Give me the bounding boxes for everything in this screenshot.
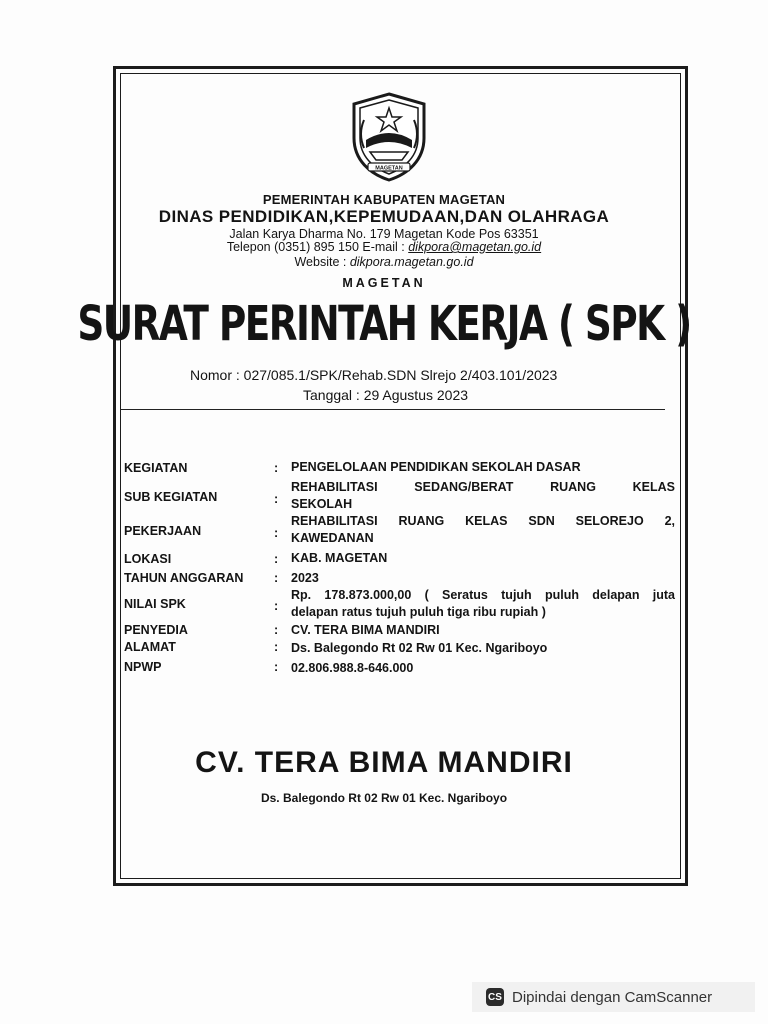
agency-contact <box>0 240 768 254</box>
document-date: Tanggal : 29 Agustus 2023 <box>303 387 469 403</box>
detail-colon: : <box>274 623 279 637</box>
detail-colon: : <box>274 461 279 475</box>
detail-label: PEKERJAAN <box>124 524 202 538</box>
detail-label: LOKASI <box>124 552 172 566</box>
detail-value: 2023 <box>291 571 319 585</box>
government-name: PEMERINTAH KABUPATEN MAGETAN <box>262 192 506 207</box>
detail-label: KEGIATAN <box>124 461 188 475</box>
document-number: Nomor : 027/085.1/SPK/Rehab.SDN Slrejo 2/403.101/2023 <box>190 367 558 383</box>
detail-value: PENGELOLAAN PENDIDIKAN SEKOLAH DASAR <box>291 460 581 474</box>
detail-value-line: delapan ratus tujuh puluh tiga ribu rupiah ) <box>291 605 546 619</box>
header-divider <box>120 409 665 410</box>
city-name: MAGETAN <box>342 276 426 290</box>
detail-value-line: Rp. 178.873.000,00 ( Seratus tujuh puluh delapan juta <box>291 588 675 602</box>
detail-colon: : <box>274 571 279 585</box>
agency-address: Jalan Karya Dharma No. 179 Magetan Kode Pos 63351 <box>229 227 539 241</box>
detail-value-line: REHABILITASI RUANG KELAS SDN SELOREJO 2, <box>291 514 675 528</box>
detail-colon: : <box>274 640 279 654</box>
detail-colon: : <box>274 552 279 566</box>
detail-label: PENYEDIA <box>124 623 188 637</box>
detail-colon: : <box>274 599 279 613</box>
website-link[interactable]: dikpora.magetan.go.id <box>349 255 474 269</box>
camscanner-watermark <box>472 982 755 1012</box>
magetan-emblem-icon <box>346 90 432 182</box>
camscanner-icon: CS <box>486 988 504 1006</box>
detail-value: Ds. Balegondo Rt 02 Rw 01 Kec. Ngariboyo <box>291 641 548 655</box>
detail-label: NPWP <box>124 660 162 674</box>
agency-name: DINAS PENDIDIKAN,KEPEMUDAAN,DAN OLAHRAGA <box>158 207 610 226</box>
detail-label: SUB KEGIATAN <box>124 490 218 504</box>
detail-value-line: KAWEDANAN <box>291 531 374 545</box>
company-address: Ds. Balegondo Rt 02 Rw 01 Kec. Ngariboyo <box>260 791 508 805</box>
detail-colon: : <box>274 526 279 540</box>
detail-colon: : <box>274 660 279 674</box>
detail-value-line: REHABILITASI SEDANG/BERAT RUANG KELAS <box>291 480 675 494</box>
emblem-label: MAGETAN <box>375 165 403 172</box>
document-title: SURAT PERINTAH KERJA ( SPK ) <box>77 296 691 352</box>
detail-label: ALAMAT <box>124 640 176 654</box>
detail-value: KAB. MAGETAN <box>291 551 388 565</box>
camscanner-text: Dipindai dengan CamScanner <box>512 988 713 1006</box>
phone-text: Telepon (0351) 895 150 E-mail : <box>226 240 409 254</box>
company-name: CV. TERA BIMA MANDIRI <box>195 746 573 779</box>
detail-label: TAHUN ANGGARAN <box>124 571 244 585</box>
detail-value: 02.806.988.8-646.000 <box>291 661 414 675</box>
detail-value-line: SEKOLAH <box>291 497 353 511</box>
email-link[interactable]: dikpora@magetan.go.id <box>408 240 542 254</box>
agency-website <box>0 255 768 269</box>
detail-value: CV. TERA BIMA MANDIRI <box>291 623 440 637</box>
detail-colon: : <box>274 492 279 506</box>
website-label: Website : <box>294 255 350 269</box>
detail-label: NILAI SPK <box>124 597 186 611</box>
